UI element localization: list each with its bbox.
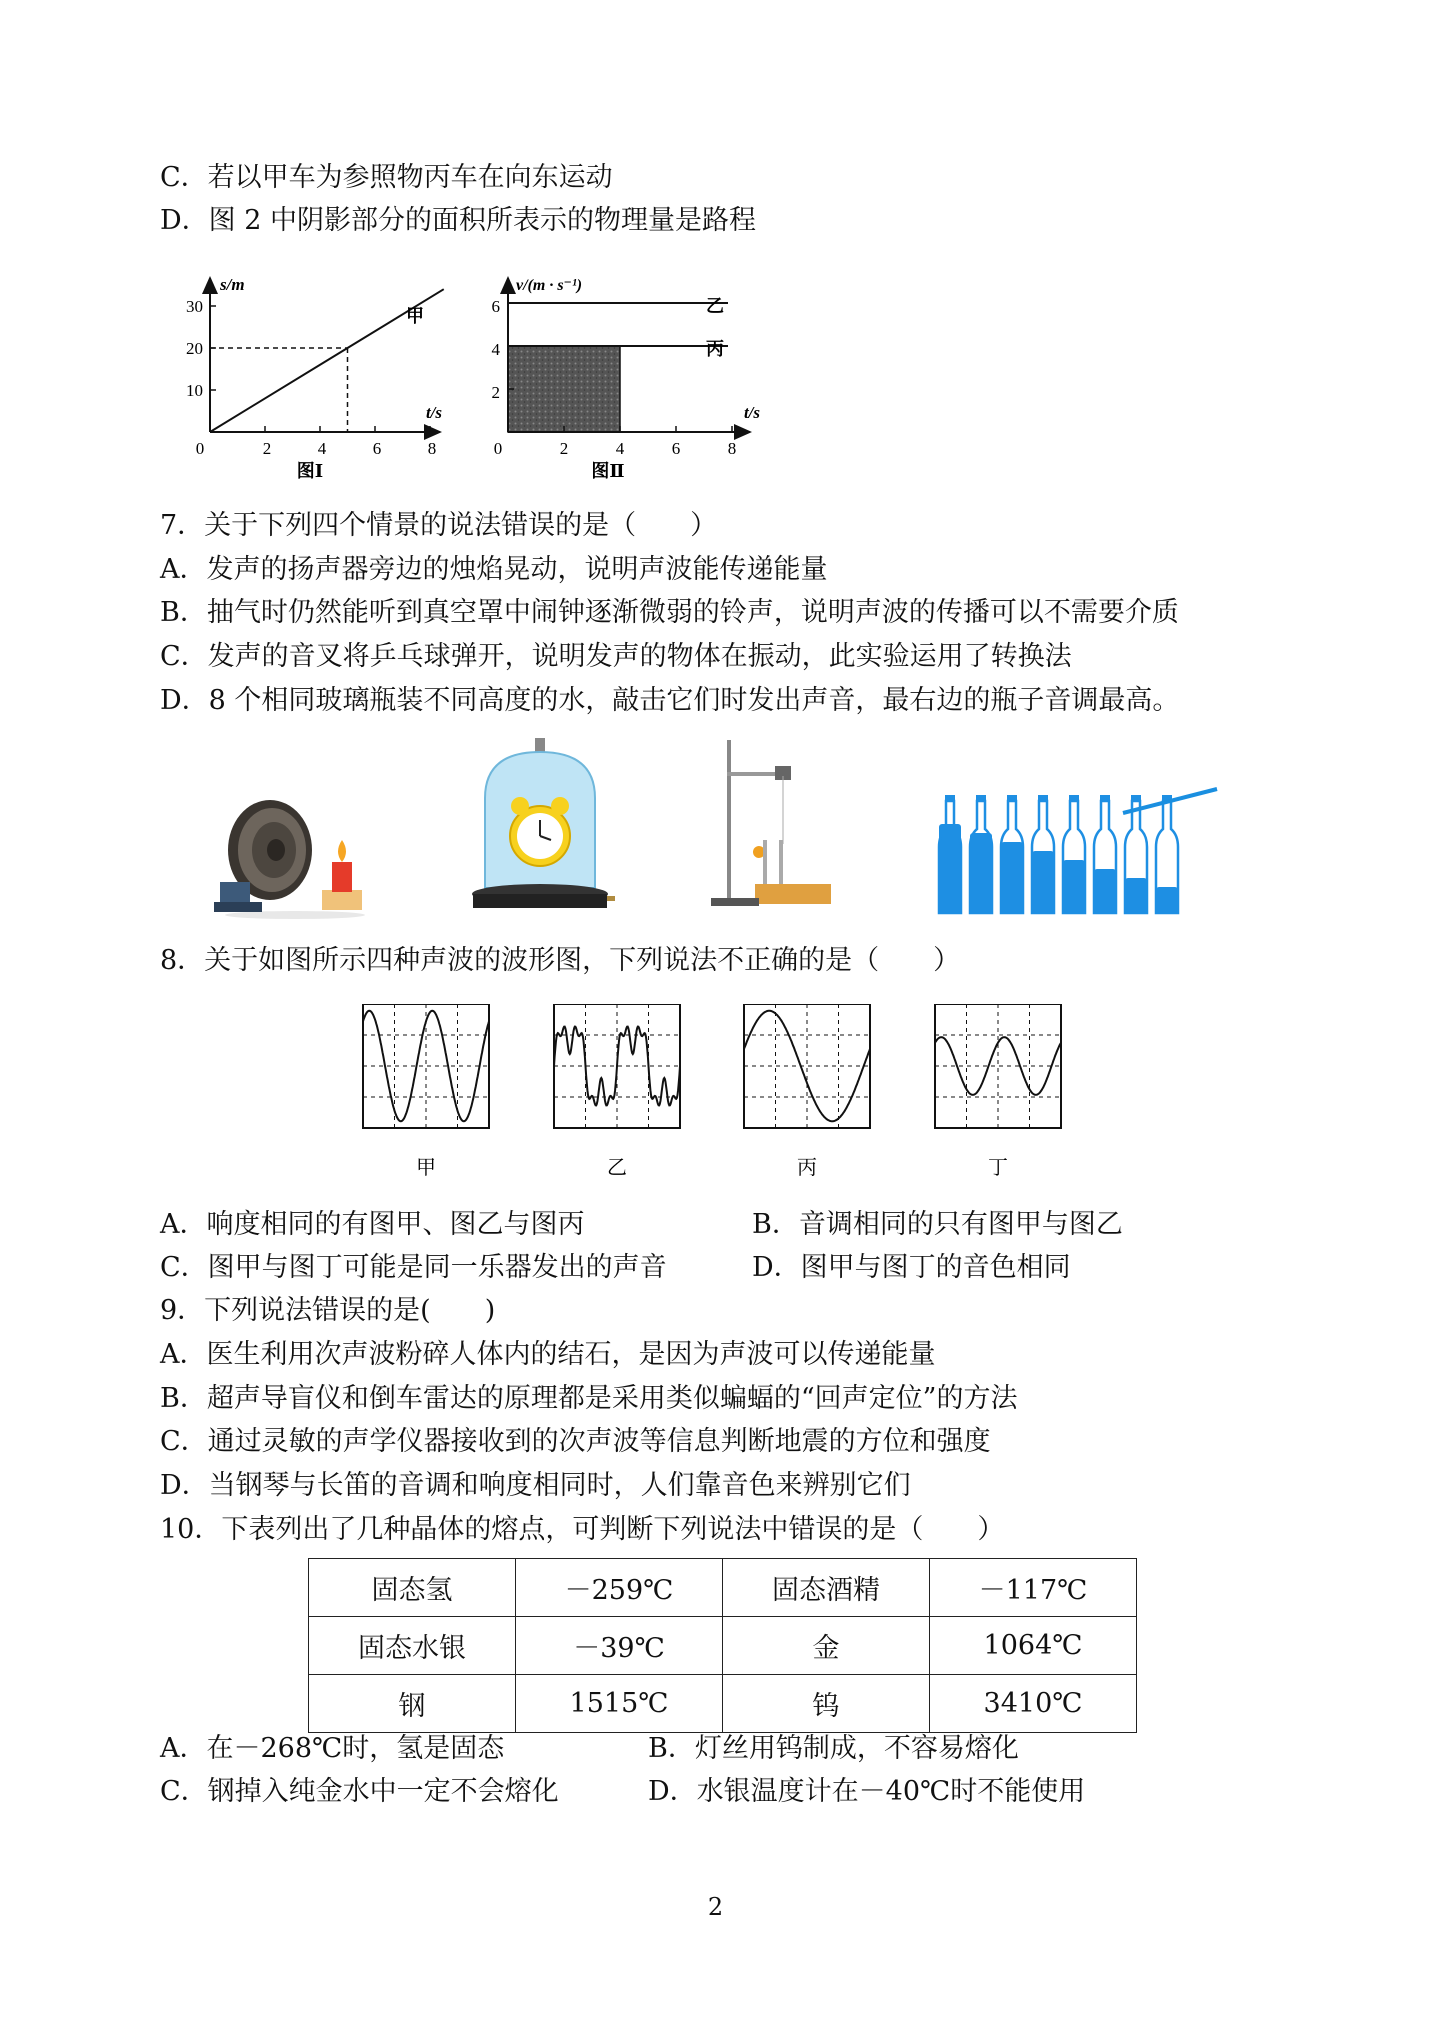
figure-2-vt-graph [478,272,778,482]
q10-option-a: A．在－268℃时，氢是固态 [160,1733,505,1764]
bottle-water [1063,860,1085,913]
q9-stem: 9．下列说法错误的是( ) [160,1295,496,1326]
bottle-cap [1069,795,1079,802]
q9-option-a: A．医生利用次声波粉碎人体内的结石，是因为声波可以传递能量 [160,1339,936,1370]
bottle-water [1032,851,1054,913]
y-tick-label: 2 [491,383,500,402]
q10-stem: 10．下表列出了几种晶体的熔点，可判断下列说法中错误的是（ ） [160,1514,1005,1545]
table-cell: －117℃ [930,1559,1137,1617]
table-cell: －259℃ [516,1559,723,1617]
bottle [1001,795,1023,913]
table-cell: 固态酒精 [723,1559,930,1617]
tuning-fork-pingpong-illustration [705,740,835,912]
shaded-area [508,346,620,432]
figure-1-st-graph [170,272,450,482]
x-axis-label: t/s [425,403,442,422]
table-cell: 钢 [309,1675,516,1733]
table-cell: 固态氢 [309,1559,516,1617]
x-tick-label: 8 [727,439,737,458]
y-tick-label: 10 [186,381,203,400]
x-tick-label: 2 [559,439,569,458]
x-tick-label: 4 [317,439,327,458]
y-axis-label: s/m [220,275,245,294]
q7-option-a: A．发声的扬声器旁边的烛焰晃动，说明声波能传递能量 [160,554,828,585]
bottle [970,795,992,913]
table-cell: －39℃ [516,1617,723,1675]
q10-option-c: C．钢掉入纯金水中一定不会熔化 [160,1776,559,1807]
waveform-label-yi: 乙 [607,1157,627,1179]
q8-option-d: D．图甲与图丁的音色相同 [752,1252,1071,1283]
bottle-cap [1038,795,1048,802]
bottle-water [970,833,992,913]
bottle-cap [1131,795,1141,802]
series-label-jia: 甲 [406,306,424,326]
waveform-box [363,1004,489,1128]
bottle [939,795,961,913]
series-label-yi: 乙 [706,296,724,316]
x-tick-label: 0 [493,439,503,458]
eight-bottles-illustration [935,785,1225,920]
q7-option-b: B．抽气时仍然能听到真空罩中闹钟逐渐微弱的铃声，说明声波的传播可以不需要介质 [160,597,1179,628]
series-label-bing: 丙 [706,339,724,359]
table-cell: 3410℃ [930,1675,1137,1733]
y-axis-label: v/(m · s⁻¹) [516,277,583,294]
q8-option-c: C．图甲与图丁可能是同一乐器发出的声音 [160,1252,667,1283]
waveform-label-bing: 丙 [797,1157,817,1179]
q10-option-d: D．水银温度计在－40℃时不能使用 [648,1776,1086,1807]
speaker-candle-illustration [210,790,370,920]
bottle-water [1094,869,1116,913]
q9-option-c: C．通过灵敏的声学仪器接收到的次声波等信息判断地震的方位和强度 [160,1426,991,1457]
table-cell: 1064℃ [930,1617,1137,1675]
bottle [1063,795,1085,913]
table-cell: 固态水银 [309,1617,516,1675]
table-cell: 钨 [723,1675,930,1733]
melting-point-table [308,1558,1137,1733]
q10-option-b: B．灯丝用钨制成，不容易熔化 [648,1733,1019,1764]
bottle-cap [1100,795,1110,802]
bottle-water [1001,842,1023,913]
x-tick-label: 8 [427,439,437,458]
waveform-label-ding: 丁 [988,1157,1008,1179]
x-axis-label: t/s [743,403,760,422]
y-tick-label: 30 [186,297,203,316]
q6-option-c: C．若以甲车为参照物丙车在向东运动 [160,162,613,193]
bottle-water [1125,878,1147,913]
table-cell: 金 [723,1617,930,1675]
bottle-cap [1007,795,1017,802]
q8-stem: 8．关于如图所示四种声波的波形图，下列说法不正确的是（ ） [160,945,961,976]
bottle [1032,795,1054,913]
x-tick-label: 0 [195,439,205,458]
bottle [1156,795,1178,913]
y-tick-label: 6 [491,297,500,316]
waveform-box [554,1004,680,1128]
q8-option-a: A．响度相同的有图甲、图乙与图丙 [160,1209,585,1240]
table-row [309,1617,1137,1675]
bell-jar-alarm-clock-illustration [465,738,615,918]
q8-option-b: B．音调相同的只有图甲与图乙 [752,1209,1123,1240]
figure-caption: 图Ⅱ [591,461,625,481]
waveform-label-jia: 甲 [416,1157,436,1179]
page-number: 2 [707,1893,724,1921]
bottle-cap [976,795,986,802]
q9-option-d: D．当钢琴与长笛的音调和响度相同时，人们靠音色来辨别它们 [160,1470,911,1501]
table-cell: 1515℃ [516,1675,723,1733]
waveform-box [744,1004,870,1128]
y-tick-label: 20 [186,339,203,358]
bottle [1094,795,1116,913]
q7-option-c: C．发声的音叉将乒乓球弹开，说明发声的物体在振动，此实验运用了转换法 [160,641,1072,672]
y-tick-label: 4 [491,340,500,359]
q7-stem: 7．关于下列四个情景的说法错误的是（ ） [160,510,718,541]
table-row [309,1559,1137,1617]
bottle-water [939,824,961,913]
q9-option-b: B．超声导盲仪和倒车雷达的原理都是采用类似蝙蝠的“回声定位”的方法 [160,1383,1018,1414]
waveform-box [935,1004,1061,1128]
x-tick-label: 6 [671,439,681,458]
table-row [309,1675,1137,1733]
q6-option-d: D．图 2 中阴影部分的面积所表示的物理量是路程 [160,205,756,236]
x-tick-label: 6 [372,439,382,458]
bottle-cap [945,795,955,802]
x-tick-label: 4 [615,439,625,458]
waveform-figures [360,1004,1080,1184]
q7-option-d: D．8 个相同玻璃瓶装不同高度的水，敲击它们时发出声音，最右边的瓶子音调最高。 [160,685,1180,716]
figure-caption: 图Ⅰ [296,461,324,481]
x-tick-label: 2 [262,439,272,458]
bottle-water [1156,887,1178,913]
